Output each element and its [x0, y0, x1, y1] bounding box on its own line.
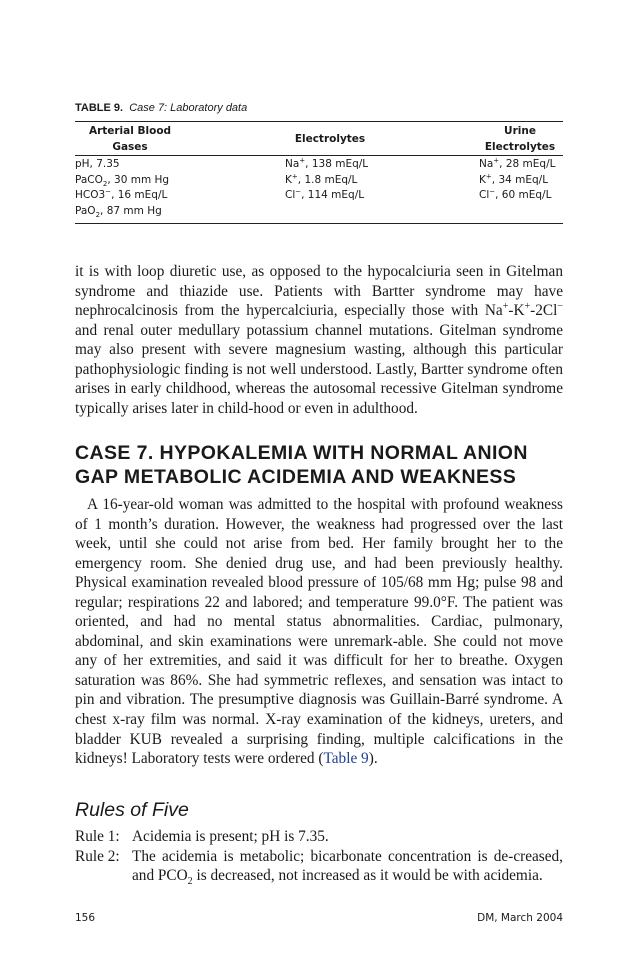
- header-urine-electrolytes: Urine Electrolytes: [484, 125, 556, 153]
- case-heading: CASE 7. HYPOKALEMIA WITH NORMAL ANION GAP METABOLIC ACIDEMIA AND WEAKNESS: [75, 442, 528, 488]
- table-cell: PaCO$_2$, 30 mm Hg: [75, 173, 170, 188]
- table-label: TABLE 9.: [75, 102, 124, 114]
- urine-electrolytes-column: [479, 157, 555, 204]
- table-cell: HCO3−, 16 mEq/L: [75, 187, 168, 201]
- electrolytes-column: [285, 157, 368, 204]
- table-bottom-rule: [75, 223, 563, 224]
- rule-label: Rule 1:: [75, 828, 120, 845]
- table-cell: K+, 1.8 mEq/L: [285, 172, 358, 186]
- page-number: 156: [75, 912, 96, 924]
- rules-of-five-heading: Rules of Five: [75, 799, 189, 821]
- rule-2: [75, 847, 563, 886]
- header-electrolytes: Electrolytes: [294, 133, 366, 145]
- paragraph-case-description: A 16-year-old woman was admitted to the hospital with profound weakness of 1 month’s duration. However, the weakness had progressed over the last week, until she could not arise from bed. Her family brought her to the emergency room. She denied drug use, and had been previously healthy. Physical examination revealed blood pressure of 105/68 mm Hg; pulse 98 and regular; respirations 22 and labored; and temperature 99.0°F. The patient was oriented, and had no mental status abnormalities. Cardiac, pulmonary, abdominal, and skin examinations were unremark-able. She could not move any of her extremities, and said it was difficult for her to breathe. Oxygen saturation was 86%. She had symmetric reflexes, and sensation was intact to pin and vibration. The presumptive diagnosis was Guillain-Barré syndrome. A chest x-ray film was normal. X-ray examination of the kidneys, ureters, and bladder KUB revealed a surprising finding, multiple calcifications in the kidneys! Laboratory tests were ordered (Table 9).: [75, 496, 563, 768]
- table-cell: K+, 34 mEq/L: [479, 172, 549, 186]
- blood-gases-column: [75, 157, 169, 219]
- table-cell: Cl−, 60 mEq/L: [479, 187, 552, 201]
- page-footer: [75, 912, 563, 924]
- rule-1: [75, 827, 563, 847]
- table-9-link[interactable]: Table 9: [323, 750, 369, 768]
- rules-list: [75, 827, 563, 886]
- table-cell: Na+, 138 mEq/L: [285, 156, 369, 170]
- table-caption: [75, 102, 247, 114]
- journal-issue: DM, March 2004: [477, 912, 563, 924]
- table-top-rule: [75, 121, 563, 122]
- rule-text: Acidemia is present; pH is 7.35.: [132, 828, 329, 845]
- table-cell: Cl−, 114 mEq/L: [285, 187, 365, 201]
- header-arterial-blood-gases: Arterial Blood Gases: [88, 125, 172, 153]
- rule-label: Rule 2:: [75, 847, 120, 865]
- table-header-rule: [75, 155, 563, 156]
- table-cell: Na+, 28 mEq/L: [479, 156, 556, 170]
- table-cell: PaO$_2$, 87 mm Hg: [75, 204, 162, 219]
- rule-text: The acidemia is metabolic; bicarbonate concentration is de-creased, and $PCO_2$ is decreased, not increased as it would be with acidemia.: [132, 847, 563, 888]
- table-cell: pH, 7.35: [75, 158, 120, 170]
- table-title: Case 7: Laboratory data: [129, 102, 248, 114]
- paragraph-bartter-gitelman: it is with loop diuretic use, as opposed to the hypocalciuria seen in Gitelman syndrome and thiazide use. Patients with Bartter syndrome may have nephrocalcinosis from the hypercalciuria, especially those with Na+-K+-2Cl− and renal outer medullary potassium channel mutations. Gitelman syndrome may also present with severe magnesium wasting, although this particular pathophysiologic finding is not well understood. Lastly, Bartter syndrome often arises in early childhood, whereas the autosomal recessive Gitelman syndrome typically arises later in child-hood or even in adulthood.: [75, 263, 563, 417]
